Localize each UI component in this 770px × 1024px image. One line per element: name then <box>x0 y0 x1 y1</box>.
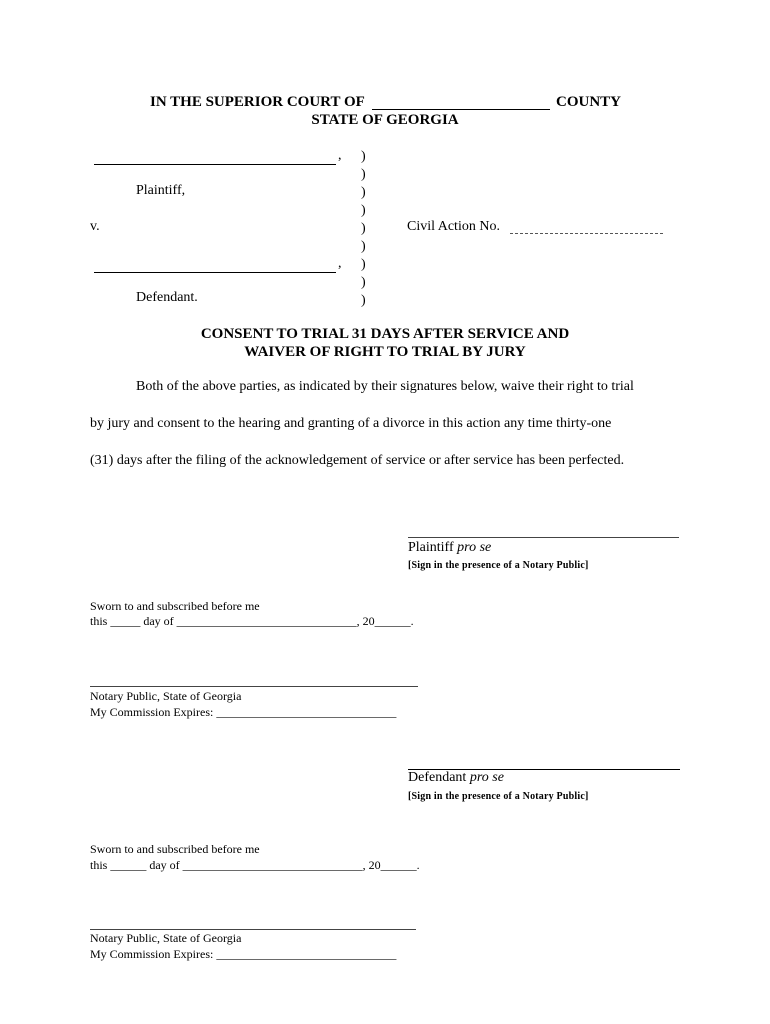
paren: ) <box>361 167 366 182</box>
paren: ) <box>361 257 366 272</box>
defendant-signature-label <box>408 770 504 786</box>
plaintiff-signature-line <box>408 537 679 538</box>
sworn-date-line-2: this ______ day of ______________________________, 20______. <box>90 858 420 872</box>
defendant-comma: , <box>338 256 342 271</box>
civil-action-label: Civil Action No. <box>407 219 500 234</box>
body-line-3: (31) days after the filing of the acknowledgement of service or after service has been perfected. <box>90 453 625 468</box>
sworn-date-line-1: this _____ day of ______________________________, 20______. <box>90 614 414 628</box>
plaintiff-label: Plaintiff, <box>136 183 186 198</box>
defendant-notary-note: [Sign in the presence of a Notary Public] <box>408 791 589 802</box>
defendant-name-line <box>94 272 336 273</box>
pro-se-text: pro se <box>469 770 504 785</box>
paren: ) <box>361 221 366 236</box>
defendant-word: Defendant <box>408 770 467 785</box>
body-line-2: by jury and consent to the hearing and granting of a divorce in this action any time thirty-one <box>90 416 612 431</box>
document-title-line1: CONSENT TO TRIAL 31 DAYS AFTER SERVICE AND <box>200 326 570 342</box>
paren: ) <box>361 239 366 254</box>
sworn-text-1: Sworn to and subscribed before me <box>90 599 260 613</box>
state-heading: STATE OF GEORGIA <box>311 112 459 128</box>
defendant-label: Defendant. <box>136 290 198 305</box>
paren: ) <box>361 149 366 164</box>
notary-label-2: Notary Public, State of Georgia <box>90 931 242 945</box>
paren: ) <box>361 185 366 200</box>
versus-label: v. <box>90 219 100 234</box>
notary-signature-line-2 <box>90 929 416 930</box>
commission-expires-1: My Commission Expires: ______________________________ <box>90 705 397 719</box>
court-prefix: IN THE SUPERIOR COURT OF <box>150 94 365 110</box>
court-suffix: COUNTY <box>556 94 622 110</box>
plaintiff-comma: , <box>338 148 342 163</box>
notary-signature-line-1 <box>90 686 418 687</box>
notary-label-1: Notary Public, State of Georgia <box>90 689 242 703</box>
county-blank-line <box>372 109 550 110</box>
body-line-1: Both of the above parties, as indicated by their signatures below, waive their right to trial <box>136 379 634 394</box>
paren: ) <box>361 203 366 218</box>
paren: ) <box>361 275 366 290</box>
sworn-text-2: Sworn to and subscribed before me <box>90 842 260 856</box>
plaintiff-signature-label <box>408 540 491 556</box>
document-title-line2: WAIVER OF RIGHT TO TRIAL BY JURY <box>244 344 526 360</box>
paren: ) <box>361 293 366 308</box>
plaintiff-notary-note: [Sign in the presence of a Notary Public] <box>408 560 589 571</box>
civil-action-number-line <box>510 233 663 234</box>
plaintiff-name-line <box>94 164 336 165</box>
plaintiff-word: Plaintiff <box>408 540 454 555</box>
court-heading <box>150 94 365 111</box>
commission-expires-2: My Commission Expires: ______________________________ <box>90 947 397 961</box>
pro-se-text: pro se <box>457 540 492 555</box>
